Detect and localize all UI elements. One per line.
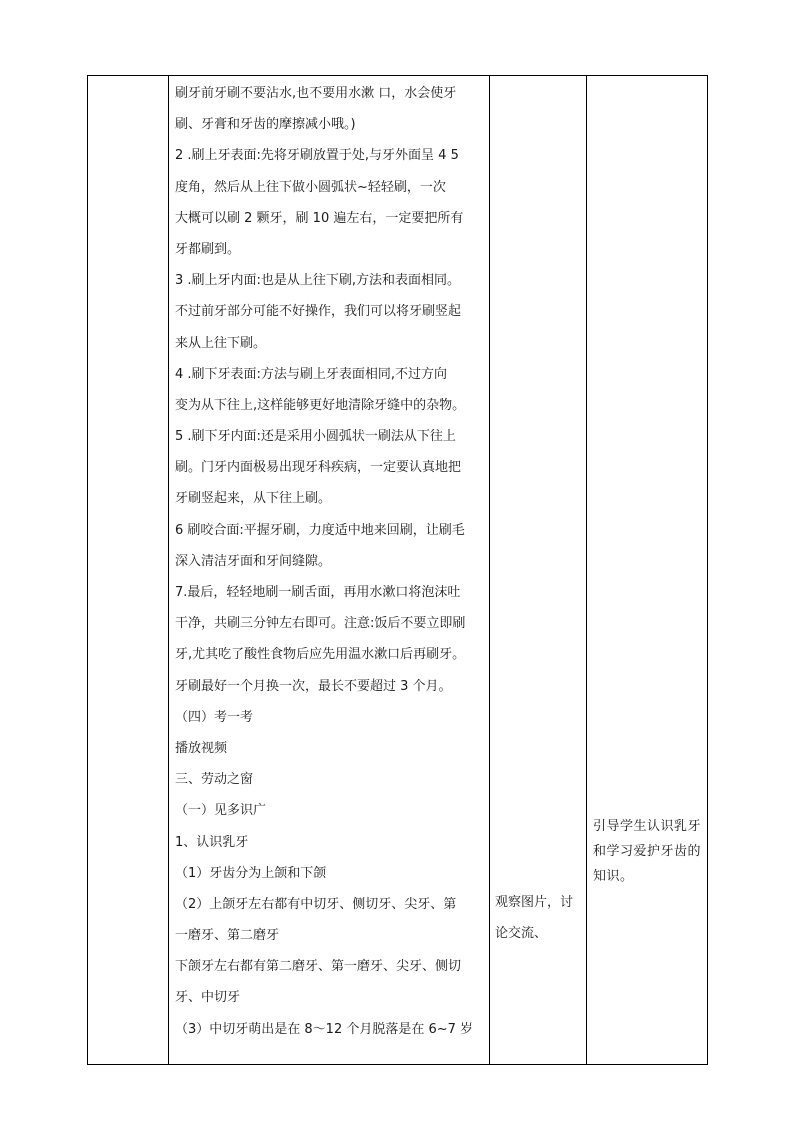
text-line: 牙,尤其吃了酸性食物后应先用温水漱口后再刷牙。: [175, 647, 466, 663]
design-intent-text: 引导学生认识乳牙和学习爱护牙齿的知识。: [593, 819, 702, 884]
text-line: 7.最后，轻轻地刷一刷舌面，再用水漱口将泡沫吐: [175, 585, 461, 600]
text-line: 变为从下往上,这样能够更好地清除牙缝中的杂物。: [175, 397, 466, 413]
text-line: 6 刷咬合面:平握牙刷，力度适中地来回刷，让刷毛: [175, 522, 465, 538]
text-line: 度角，然后从上往下做小圆弧状~轻轻刷，一次: [175, 179, 446, 195]
text-line: 牙都刷到。: [175, 241, 241, 257]
text-line: 下颌牙左右都有第二磨牙、第一磨牙、尖牙、侧切: [175, 959, 462, 975]
text-line: 不过前牙部分可能不好操作，我们可以将牙刷竖起: [175, 304, 462, 320]
text-line: （3）中切牙萌出是在 8～12 个月脱落是在 6~7 岁: [175, 1021, 474, 1037]
text-line: 来从上往下刷。: [175, 335, 267, 351]
text-line: 牙、中切牙: [175, 990, 241, 1006]
student-activity-cell: [490, 76, 587, 1065]
teaching-process-cell: [169, 76, 490, 1065]
text-line: 1、认识乳牙: [175, 834, 249, 850]
text-line: 5 .刷下牙内面:还是采用小圆弧状一刷法从下往上: [175, 429, 456, 445]
text-line: 大概可以刷 2 颗牙，刷 10 遍左右，一定要把所有: [175, 210, 464, 226]
section-heading: （四）考一考: [175, 709, 254, 725]
blank-cell: [88, 76, 169, 1065]
text-line: 刷、牙膏和牙齿的摩擦减小哦。): [175, 117, 356, 133]
section-heading: （一）见多识广: [175, 803, 267, 819]
text-line: 一磨牙、第二磨牙: [175, 928, 280, 944]
text-line: 牙刷最好一个月换一次，最长不要超过 3 个月。: [175, 678, 452, 694]
text-line: （2）上颌牙左右都有中切牙、侧切牙、尖牙、第: [175, 896, 457, 912]
lesson-plan-table: [87, 75, 708, 1065]
student-activity-text: 观察图片，讨论交流、: [495, 895, 574, 941]
text-line: 3 .刷上牙内面:也是从上往下刷,方法和表面相同。: [175, 273, 461, 289]
text-line: 干净，共刷三分钟左右即可。注意:饭后不要立即刷: [175, 616, 466, 632]
text-line: 刷牙前牙刷不要沾水,也不要用水漱 口，水会使牙: [175, 86, 457, 101]
text-line: 深入清洁牙面和牙间缝隙。: [175, 553, 332, 569]
text-line: 2 .刷上牙表面:先将牙刷放置于处,与牙外面呈 4 5: [175, 148, 459, 164]
table-row: [88, 76, 708, 1065]
design-intent-cell: [587, 76, 708, 1065]
section-heading: 三、劳动之窗: [175, 772, 254, 788]
text-line: 牙刷竖起来，从下往上刷。: [175, 491, 332, 507]
text-line: 播放视频: [175, 740, 228, 756]
text-line: （1）牙齿分为上颌和下颌: [175, 865, 327, 881]
text-line: 4 .刷下牙表面:方法与刷上牙表面相同,不过方向: [175, 366, 448, 382]
text-line: 刷。门牙内面极易出现牙科疾病，一定要认真地把: [175, 460, 462, 476]
